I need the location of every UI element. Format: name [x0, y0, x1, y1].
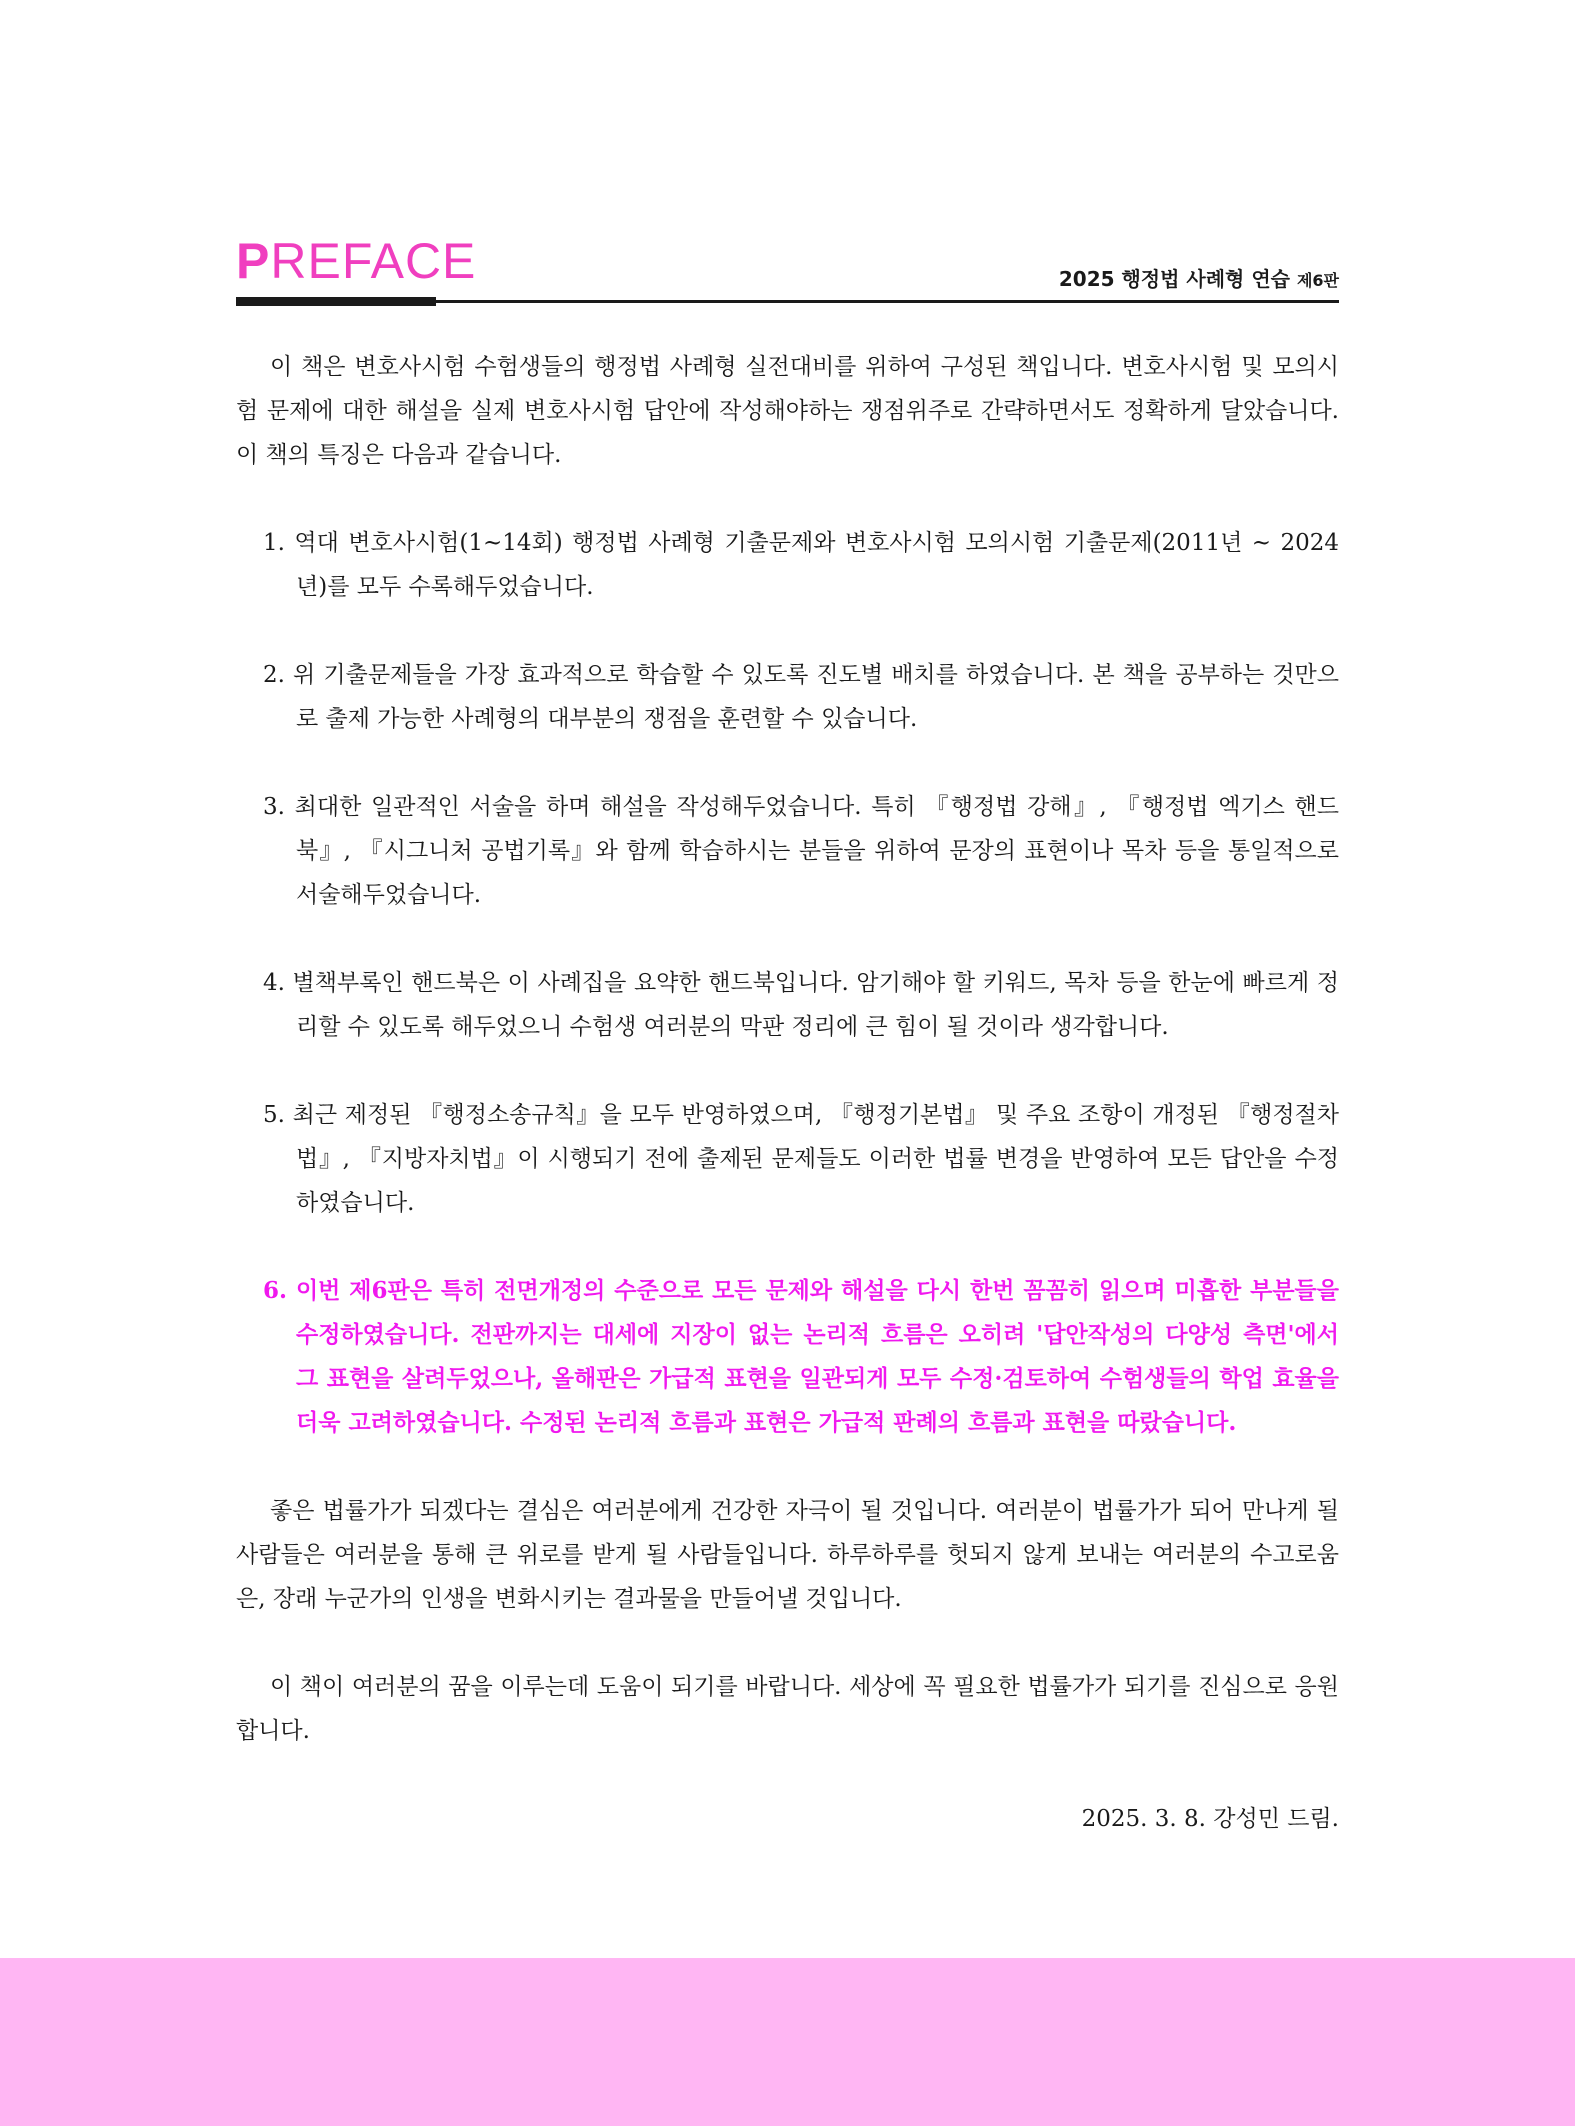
feature-item-5: 5. 최근 제정된 『행정소송규칙』을 모두 반영하였으며, 『행정기본법』 및 주요 조항이 개정된 『행정절차법』, 『지방자치법』이 시행되기 전에 출제된 문제들도 이러한 법률 변경을 반영하여 모든 답안을 수정하였습니다. [263, 1102, 1339, 1216]
book-title [1059, 263, 1339, 292]
header-underline-accent [236, 297, 436, 306]
feature-item-3: 3. 최대한 일관적인 서술을 하며 해설을 작성해두었습니다. 특히 『행정법 강해』, 『행정법 엑기스 핸드북』, 『시그니처 공법기록』와 함께 학습하시는 분들을 위하여 문장의 표현이나 목차 등을 통일적으로 서술해두었습니다. [263, 794, 1339, 908]
closing-paragraph-2: 이 책이 여러분의 꿈을 이루는데 도움이 되기를 바랍니다. 세상에 꼭 필요한 법률가가 되기를 진심으로 응원합니다. [236, 1674, 1339, 1744]
logo-first-letter: P [236, 233, 271, 289]
intro-paragraph: 이 책은 변호사시험 수험생들의 행정법 사례형 실전대비를 위하여 구성된 책입니다. 변호사시험 및 모의시험 문제에 대한 해설을 실제 변호사시험 답안에 작성해야하는 쟁점위주로 간략하면서도 정확하게 달았습니다. 이 책의 특징은 다음과 같습니다. [236, 354, 1339, 468]
page-header [236, 232, 1339, 303]
edition-label: 제6판 [1296, 271, 1339, 290]
preface-logo [236, 232, 476, 290]
feature-item-6-highlighted: 6. 이번 제6판은 특히 전면개정의 수준으로 모든 문제와 해설을 다시 한번 꼼꼼히 읽으며 미흡한 부분들을 수정하였습니다. 전판까지는 대세에 지장이 없는 논리적 흐름은 오히려 '답안작성의 다양성 측면'에서 그 표현을 살려두었으나, 올해판은 가급적 표현을 일관되게 모두 수정·검토하여 수험생들의 학업 효율을 더욱 고려하였습니다. 수정된 논리적 흐름과 표현은 가급적 판례의 흐름과 표현을 따랐습니다. [263, 1277, 1339, 1436]
feature-item-4: 4. 별책부록인 핸드북은 이 사례집을 요약한 핸드북입니다. 암기해야 할 키워드, 목차 등을 한눈에 빠르게 정리할 수 있도록 해두었으니 수험생 여러분의 막판 정리에 큰 힘이 될 것이라 생각합니다. [263, 970, 1339, 1040]
footer-band [0, 1958, 1575, 2126]
logo-rest: REFACE [270, 233, 477, 289]
feature-item-1: 1. 역대 변호사시험(1~14회) 행정법 사례형 기출문제와 변호사시험 모의시험 기출문제(2011년 ~ 2024년)를 모두 수록해두었습니다. [263, 530, 1339, 600]
feature-item-2: 2. 위 기출문제들을 가장 효과적으로 학습할 수 있도록 진도별 배치를 하였습니다. 본 책을 공부하는 것만으로 출제 가능한 사례형의 대부분의 쟁점을 훈련할 수 있습니다. [263, 662, 1339, 732]
book-title-text: 2025 행정법 사례형 연습 [1058, 267, 1290, 291]
closing-paragraph-1: 좋은 법률가가 되겠다는 결심은 여러분에게 건강한 자극이 될 것입니다. 여러분이 법률가가 되어 만나게 될 사람들은 여러분을 통해 큰 위로를 받게 될 사람들입니다. 하루하루를 헛되지 않게 보내는 여러분의 수고로움은, 장래 누군가의 인생을 변화시키는 결과물을 만들어낼 것입니다. [236, 1498, 1339, 1612]
preface-body [236, 345, 1339, 1841]
signature-line: 2025. 3. 8. 강성민 드림. [1081, 1806, 1339, 1832]
